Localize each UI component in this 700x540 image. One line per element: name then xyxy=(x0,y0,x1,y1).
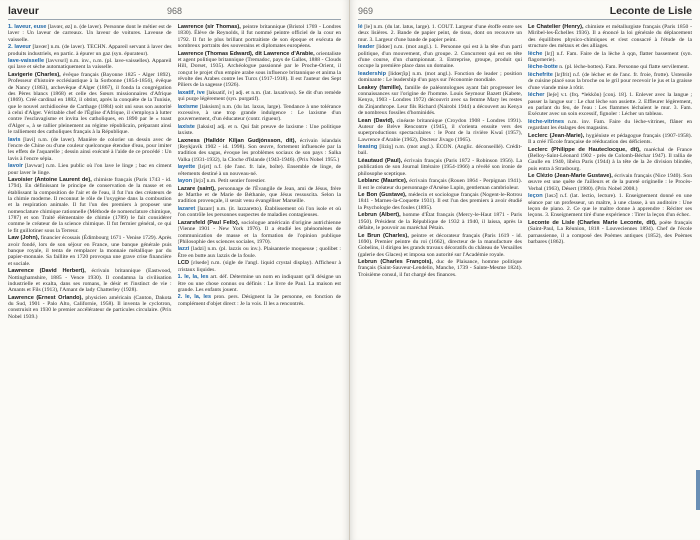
entry-headword: Lavigerie (Charles), xyxy=(8,71,61,78)
entry-headword: Lawrence (Ernest Orlando), xyxy=(8,294,83,301)
dictionary-entry xyxy=(178,294,342,307)
dictionary-entry xyxy=(8,72,172,135)
entry-headword: LCD xyxy=(177,260,189,267)
entry-definition: [lavvɛsɛl] n.m. inv., n.m. (pl. lave-vaisselles). Appareil qui lave et sèche automatiquement la vaisselle. xyxy=(8,58,172,71)
entry-headword: leadership xyxy=(358,70,386,77)
entry-definition: [liziŋ] n.m. (mot angl.). ÉCON. (Anglic. déconseillé). Crédit-bail. xyxy=(358,144,522,157)
dictionary-entry xyxy=(528,51,692,64)
entry-definition: n.m. inv. Fam. Faire du lèche-vitrines, flâner en regardant les étalages des magasins. xyxy=(528,118,692,132)
entry-definition: [lavœr] n.m. (de laver). TECHN. Appareil servant à laver des produits industriels, en partic. à épurer un gaz (syn. épurateur). xyxy=(8,44,172,57)
entry-headword: Lean (David), xyxy=(358,117,395,124)
entry-definition: médecin et sociologue français (Nogent-le-Rotrou 1841 - Marnes-la-Coquette 1931). Il est l'un des premiers à avoir étudié la Psychologie des foules (1895). xyxy=(358,192,522,211)
left-guide-word: laveur xyxy=(8,5,39,17)
entry-headword: Lebrun (Charles François), xyxy=(358,259,433,266)
entry-definition: [leʃe] v.t. (frq. *lekkôn) [conj. 18]. 1. Enlever avec la langue ; passer la langue sur : Le chat lèche son assiette. 2. Effleurer légèrement, en parlant du feu, de l'eau : Les flammes léchaient le mur. 3. Fam. Exécuter avec un soin excessif, fignoler : Lécher un tableau. xyxy=(528,92,692,118)
right-column-2 xyxy=(528,24,692,536)
entry-definition: maréchal de France (Belloy-Saint-Léonard 1902 - près de Colomb-Béchar 1947). Il rallia de Gaulle en 1940, libéra Paris (1944) à la tête de la 2e division blindée, puis entra à Strasbourg. xyxy=(528,146,692,172)
entry-definition: [lavœr, øz] n. (de laver). Personne dont le métier est de laver : Un laveur de carreaux. Un laveur de voitures. Laveuse de vaisselle. xyxy=(8,24,172,43)
right-guide-word: Leconte de Lisle xyxy=(609,5,692,17)
entry-definition: duc de Plaisance, homme politique français (Saint-Sauveur-Lendelin, Manche, 1739 - Sainte-Mesme 1824). Troisième consul, il fut chargé des finances. xyxy=(358,259,522,278)
left-page-header xyxy=(8,4,341,18)
entry-definition: poète français (Saint-Paul, La Réunion, 1818 - Louveciennes 1894). Chef de l'école parnassienne, il a composé des Poèmes antiques (1852), des Poèmes barbares (1862). xyxy=(528,219,692,245)
entry-headword: Laxness (Halldór Kiljan Gudjónsson, dit), xyxy=(177,137,297,144)
entry-headword: Leakey (famille), xyxy=(358,84,403,91)
entry-definition: famille de paléontologues ayant fait progresser les connaissances sur l'origine de l'homme. Louis Seymour Bazett (Kabete, Kenya, 1903 - Londres 1972) découvrit avec sa femme Mary les restes du Zinjanthrope. Leur fils Richard (Nairobi 1944) a découvert au Kenya de nombreux fossiles d'hominidés. xyxy=(358,84,522,117)
dictionary-entry xyxy=(8,44,172,57)
dictionary-entry xyxy=(178,124,342,137)
entry-definition: écrivain français (Paris 1872 - Robinson 1956). La publication de son Journal littéraire (1954-1966) a révélé son ironie de philosophe sceptique. xyxy=(358,158,522,177)
dictionary-entry xyxy=(358,259,522,278)
entry-headword: lèche xyxy=(528,50,543,57)
entry-headword: Lawrence (sir Thomas), xyxy=(177,24,241,30)
dictionary-entry xyxy=(358,212,522,231)
dictionary-entry xyxy=(528,133,692,146)
dictionary-entry xyxy=(358,71,522,84)
entry-definition: sociologue américain d'origine autrichienne (Vienne 1901 - New York 1976). Il a étudié les phénomènes de communication de masse et la formation de l'opinion publique (Philosophie des sciences sociales, 1970). xyxy=(177,219,341,245)
entry-definition: [lɛʃ] n.f. Fam. Faire de la lèche à qqn, flatter bassement (syn. flagornerie). xyxy=(528,50,692,63)
dictionary-entry xyxy=(358,144,522,157)
entry-headword: lazaret xyxy=(177,205,196,212)
entry-definition: [lidœrʃip] n.m. (mot angl.). Fonction de leader ; position dominante : Le leadership d'un pays sur l'économie mondiale. xyxy=(358,70,522,84)
entry-definition: cinéaste britannique (Croydon 1908 - Londres 1991). Auteur de Brève Rencontre (1945), il s'orienta ensuite vers des superproductions spectaculaires : le Pont de la rivière Kwaï (1957), Lawrence d'Arabie (1962), Docteur Jivago (1965). xyxy=(358,117,522,143)
entry-definition: [lidœr] n.m. (mot angl.). 1. Personne qui est à la tête d'un parti politique, d'un mouvement, d'un groupe. 2. Concurrent qui est en tête d'une course, d'un championnat. 3. Entreprise, groupe, produit qui occupe la première place dans un domaine. xyxy=(358,44,522,70)
dictionary-entry xyxy=(528,24,692,49)
left-columns xyxy=(8,24,341,536)
entry-headword: lé xyxy=(358,24,363,30)
dictionary-entry xyxy=(358,118,522,143)
dictionary-entry xyxy=(178,246,342,259)
right-header-rule xyxy=(358,19,692,20)
entry-headword: Lawrence (David Herbert), xyxy=(8,268,86,275)
dictionary-entry xyxy=(178,260,342,273)
dictionary-entry xyxy=(358,233,522,258)
dictionary-entry xyxy=(8,58,172,71)
dictionary-entry xyxy=(178,90,342,103)
entry-headword: Le Clézio (Jean-Marie Gustave), xyxy=(528,173,613,180)
right-page xyxy=(350,0,700,540)
dictionary-entry xyxy=(178,186,342,205)
dictionary-entry xyxy=(178,274,342,293)
entry-headword: lavoir xyxy=(8,163,23,170)
entry-headword: Lavoisier (Antoine Laurent de), xyxy=(8,177,92,184)
entry-definition: n. (pl. lèche-bottes). Fam. Personne qui flatte servilement. xyxy=(559,64,690,71)
left-page-number: 968 xyxy=(166,6,183,16)
entry-headword: Leclerc (Jean-Marie), xyxy=(528,132,585,139)
entry-definition: art. déf. Détermine un nom en indiquant qu'il désigne un être ou une chose connus ou définis : Le livre de Paul. La maison est grande. Les enfants jouent. xyxy=(177,274,341,293)
entry-definition: pron. pers. Désignent la 3e personne, en fonction de complément d'objet direct : Je la vois. Il les a rencontrés. xyxy=(177,294,341,307)
entry-definition: [ləsɔ̃] n.f. (lat. lectio, lecture). 1. Enseignement donné en une séance par un professeur, un maître, à une classe, à un auditoire : Une leçon de piano. 2. Ce que le maître donne à apprendre : Réciter ses leçons. 3. Enseignement tiré d'une expérience : Tirer la leçon d'un échec. xyxy=(528,193,692,219)
entry-headword: lavis xyxy=(8,136,21,143)
entry-headword: Lawrence (Thomas Edward), dit Lawrence d'Arabie, xyxy=(177,50,315,57)
dictionary-entry xyxy=(528,92,692,117)
entry-definition: homme d'État français (Mercy-le-Haut 1871 - Paris 1950). Président de la République de 1932 à 1940, il laissa, après la défaite, le pouvoir au maréchal Pétain. xyxy=(358,212,522,231)
entry-definition: [laksatif, iv] adj. et n.m. (lat. laxativus). Se dit d'un remède qui purge légèrement (syn. purgatif). xyxy=(177,89,341,103)
entry-headword: laxiste xyxy=(177,123,195,130)
dictionary-entry xyxy=(358,24,522,43)
right-page-header xyxy=(358,4,692,18)
left-column-1 xyxy=(8,24,172,536)
dictionary-entry xyxy=(8,295,172,320)
entry-headword: laxisme xyxy=(177,103,199,110)
entry-definition: chimiste français (Paris 1743 - id. 1794). En définissant le principe de conservation de la masse et en établissant la composition de l'air et de l'eau, il fut l'un des créateurs de la chimie moderne. Il reconnut le rôle de l'oxygène dans la combustion et la respiration animale. Il fut l'un des premiers à proposer une nomenclature chimique rationnelle (Méthode de nomenclature chimique, 1787) et son Traité élémentaire de chimie (1789) le fait considérer comme le créateur de la science chimique. Il fut fermier général, ce qui le fit guillotiner sous la Terreur. xyxy=(8,177,172,234)
entry-headword: laxatif, ive xyxy=(177,89,205,96)
entry-headword: leçon xyxy=(528,193,543,200)
entry-headword: Leconte de Lisle (Charles Marie Leconte, dit), xyxy=(528,219,657,226)
entry-headword: Leclerc (Philippe de Hauteclocque, dit), xyxy=(528,146,641,153)
dictionary-entry xyxy=(358,192,522,211)
dictionary-entry xyxy=(528,119,692,132)
entry-definition: [lɛjɔ̃] n.m. Petit sentier forestier. xyxy=(193,178,266,185)
entry-definition: [lavwar] n.m. Lieu public où l'on lave le linge ; bac en ciment pour laver le linge. xyxy=(8,163,172,176)
entry-headword: Le Bon (Gustave), xyxy=(358,192,407,199)
entry-headword: 1. le, la, les xyxy=(177,274,209,281)
left-header-rule xyxy=(8,19,341,20)
entry-definition: [le] n.m. (du lat. latus, large). 1. COUT. Largeur d'une étoffe entre ses deux lisières. 2. Bande de papier peint, de tissu, dont on recouvre un mur. 3. Largeur d'une bande de papier peint. xyxy=(358,24,522,43)
dictionary-entry xyxy=(528,193,692,218)
dictionary-entry xyxy=(178,178,342,184)
entry-definition: évêque français (Bayonne 1825 - Alger 1892). Professeur d'histoire ecclésiastique à la Sorbonne (1854-1856), évêque de Nancy (1863), archevêque d'Alger (1867), il fonda la congrégation des Pères blancs (1868) et celle des Sœurs missionnaires d'Afrique (1869). Créé cardinal en 1882, il obtint, après la conquête de la Tunisie, que le nouvel archidiocèse de Carthage (1884) soit uni sous son autorité à celui d'Alger. Véritable chef de l'Église d'Afrique, il s'employa à lutter contre l'esclavagisme et invita les catholiques, en 1890 par le « toast d'Alger », à se rallier pleinement au régime républicain, préparant ainsi le ralliement des catholiques français à la République. xyxy=(8,71,172,136)
dictionary-entry xyxy=(528,173,692,192)
entry-headword: Law (John), xyxy=(8,235,40,242)
entry-headword: Lazare (saint), xyxy=(177,185,216,192)
entry-headword: lazzi xyxy=(177,246,190,253)
entry-headword: lave-vaisselle xyxy=(8,58,45,65)
dictionary-entry xyxy=(178,138,342,163)
entry-headword: Léautaud (Paul), xyxy=(358,158,403,164)
dictionary-entry xyxy=(358,178,522,191)
entry-definition: physicien américain (Canton, Dakota du Sud, 1901 - Palo Alto, Californie, 1958). Il inventa le cyclotron, construisit en 1930 le premier accélérateur de particules circulaire. (Prix Nobel 1939.) xyxy=(8,294,172,320)
entry-headword: leader xyxy=(358,44,375,51)
entry-headword: Lazarsfeld (Paul Felix), xyxy=(177,219,240,226)
dictionary-entry xyxy=(178,220,342,245)
entry-headword: lèche-vitrines xyxy=(528,118,565,125)
entry-headword: Le Brun (Charles), xyxy=(358,232,409,239)
dictionary-entry xyxy=(178,206,342,219)
dictionary-entry xyxy=(358,158,522,177)
entry-headword: Leblanc (Maurice), xyxy=(358,178,408,185)
right-column-1 xyxy=(358,24,522,536)
left-column-2 xyxy=(178,24,342,536)
entry-headword: 2. laveur xyxy=(8,44,31,51)
dictionary-entry xyxy=(528,147,692,172)
entry-definition: [ɛlsede] n.m. (sigle de l'angl. liquid crystal display). Afficheur à cristaux liquides. xyxy=(177,260,341,273)
entry-definition: [laksism] n.m. (du lat. laxus, large). Tendance à une tolérance excessive, à une trop grande indulgence : Le laxisme d'un gouvernement, d'un éducateur (contr. rigueur). xyxy=(177,103,341,123)
entry-definition: [lavi] n.m. (de laver). Manière de colorier un dessin avec de l'encre de Chine ou d'une couleur quelconque étendue d'eau, pour imiter les effets de l'aquarelle ; dessin ainsi exécuté à l'aide de ce procédé : Un lavis à l'encre sépia. xyxy=(8,136,172,162)
dictionary-entry xyxy=(8,137,172,162)
entry-headword: layon xyxy=(177,178,193,185)
dictionary-entry xyxy=(358,85,522,117)
entry-definition: hygiéniste et pédagogue français (1907-1958). Il a créé l'École française de rééducation des déficients. xyxy=(528,132,692,145)
entry-definition: [lɛjɛt] n.f. (de l'anc. fr. laie, boîte). Ensemble de linge, de vêtements destiné à un nouveau-né. xyxy=(177,164,341,177)
entry-definition: [lazarɛ] n.m. (it. lazzaretto). Établissement où l'on isole et où l'on contrôle les personnes suspectes de maladies contagieuses. xyxy=(177,205,341,219)
dictionary-entry xyxy=(528,72,692,91)
entry-definition: écrivain islandais (Reykjavík 1902 - id. 1998). Son œuvre, fortement influencée par la tradition des sagas, évoque les problèmes sociaux de son pays : Salka Valka (1931-1932), la Cloche d'Islande (1943-1946). (Prix Nobel 1955.) xyxy=(177,137,341,163)
entry-headword: layette xyxy=(177,164,196,171)
entry-definition: écrivain français (Rouen 1864 - Perpignan 1941). Il est le créateur du personnage d'Arsène Lupin, gentleman cambrioleur. xyxy=(358,178,522,191)
entry-definition: écrivain français (Nice 1940). Son œuvre est une quête de l'ailleurs et de la pureté originelle : le Procès-Verbal (1963), Désert (1980). (Prix Nobel 2008.) xyxy=(528,173,692,192)
entry-definition: orientaliste et agent politique britannique (Tremadoc, pays de Galles, 1888 - Clouds Hill, Dorset, 1935). Archéologue passionné par le Proche-Orient, il conçut le projet d'un empire arabe sous influence britannique et anima la révolte des Arabes contre les Turcs (1917-1918). Il est l'auteur des Sept Piliers de la sagesse (1926). xyxy=(177,50,341,89)
right-columns xyxy=(358,24,692,536)
dictionary-entry xyxy=(528,220,692,245)
dictionary-entry xyxy=(178,24,342,49)
entry-definition: [laksist] adj. et n. Qui fait preuve de laxisme : Une politique laxiste. xyxy=(177,123,341,137)
dictionary-entry xyxy=(178,104,342,123)
dictionary-entry xyxy=(8,24,172,43)
dictionary-entry xyxy=(8,177,172,234)
dictionary-entry xyxy=(178,51,342,89)
entry-headword: lèche-botte xyxy=(528,64,558,71)
entry-headword: Le Chatelier (Henry), xyxy=(528,24,584,30)
entry-definition: peintre et décorateur français (Paris 1619 - id. 1690). Premier peintre du roi (1662), directeur de la manufacture des Gobelins, il dirigea les grands travaux décoratifs du château de Versailles (galerie des Glaces) et imposa son autorité sur l'Académie royale. xyxy=(358,232,522,258)
entry-headword: 1. laveur, euse xyxy=(8,24,47,30)
right-page-number: 969 xyxy=(358,6,374,16)
entry-definition: chimiste et métallurgiste français (Paris 1850 - Miribel-les-Échelles 1936). Il a énoncé la loi générale du déplacement des équilibres physico-chimiques et s'est consacré à l'étude de la structure des métaux et des alliages. xyxy=(528,24,692,50)
entry-headword: lécher xyxy=(528,92,545,99)
thumb-index-tab xyxy=(696,470,700,510)
entry-definition: écrivain britannique (Eastwood, Nottinghamshire, 1885 - Vence 1930). Il condamna la civilisation industrielle et exalta, dans ses romans, le désir et l'instinct de vie : Amants et Fils (1913), l'Amant de lady Chatterley (1928). xyxy=(8,268,172,294)
dictionary-entry xyxy=(358,44,522,69)
entry-definition: [lɛʃfrit] n.f. (de lécher et de l'anc. fr. froie, frotte). Ustensile de cuisine placé sous la broche ou le gril pour recevoir le jus et la graisse d'une viande mise à rôtir. xyxy=(528,71,692,91)
entry-definition: personnage de l'Évangile de Jean, ami de Jésus, frère de Marthe et de Marie de Béthanie, que Jésus ressuscita. Selon la tradition provençale, il serait venu évangéliser Marseille. xyxy=(177,185,341,205)
dictionary-entry xyxy=(8,268,172,293)
dictionary-entry xyxy=(528,64,692,70)
dictionary-entry xyxy=(8,235,172,267)
entry-definition: [ladzi] n.m. (pl. lazzis ou inv.). Plaisanterie moqueuse ; quolibet : Être en butte aux lazzis de la foule. xyxy=(177,246,341,259)
dictionary-entry xyxy=(8,163,172,176)
entry-headword: lèchefrite xyxy=(528,71,553,78)
entry-headword: leasing xyxy=(358,144,378,151)
entry-definition: peintre britannique (Bristol 1769 - Londres 1830). Élève de Reynolds, il fut nommé peintre officiel de la cour en 1792. Il fut le plus brillant portraitiste de son époque et exécuta de nombreux portraits des souverains et diplomates européens. xyxy=(177,24,341,50)
entry-headword: Lebrun (Albert), xyxy=(358,212,401,219)
entry-headword: 2. le, la, les xyxy=(177,294,212,301)
dictionary-entry xyxy=(178,164,342,177)
entry-definition: financier écossais (Édimbourg 1671 - Venise 1729). Après avoir fondé, lors de son séjour en France, une banque générale puis banque royale, il tenta de remplacer la monnaie métallique par du papier-monnaie. Sa faillite en 1720 provoqua une grave crise financière et sociale. xyxy=(8,235,172,267)
